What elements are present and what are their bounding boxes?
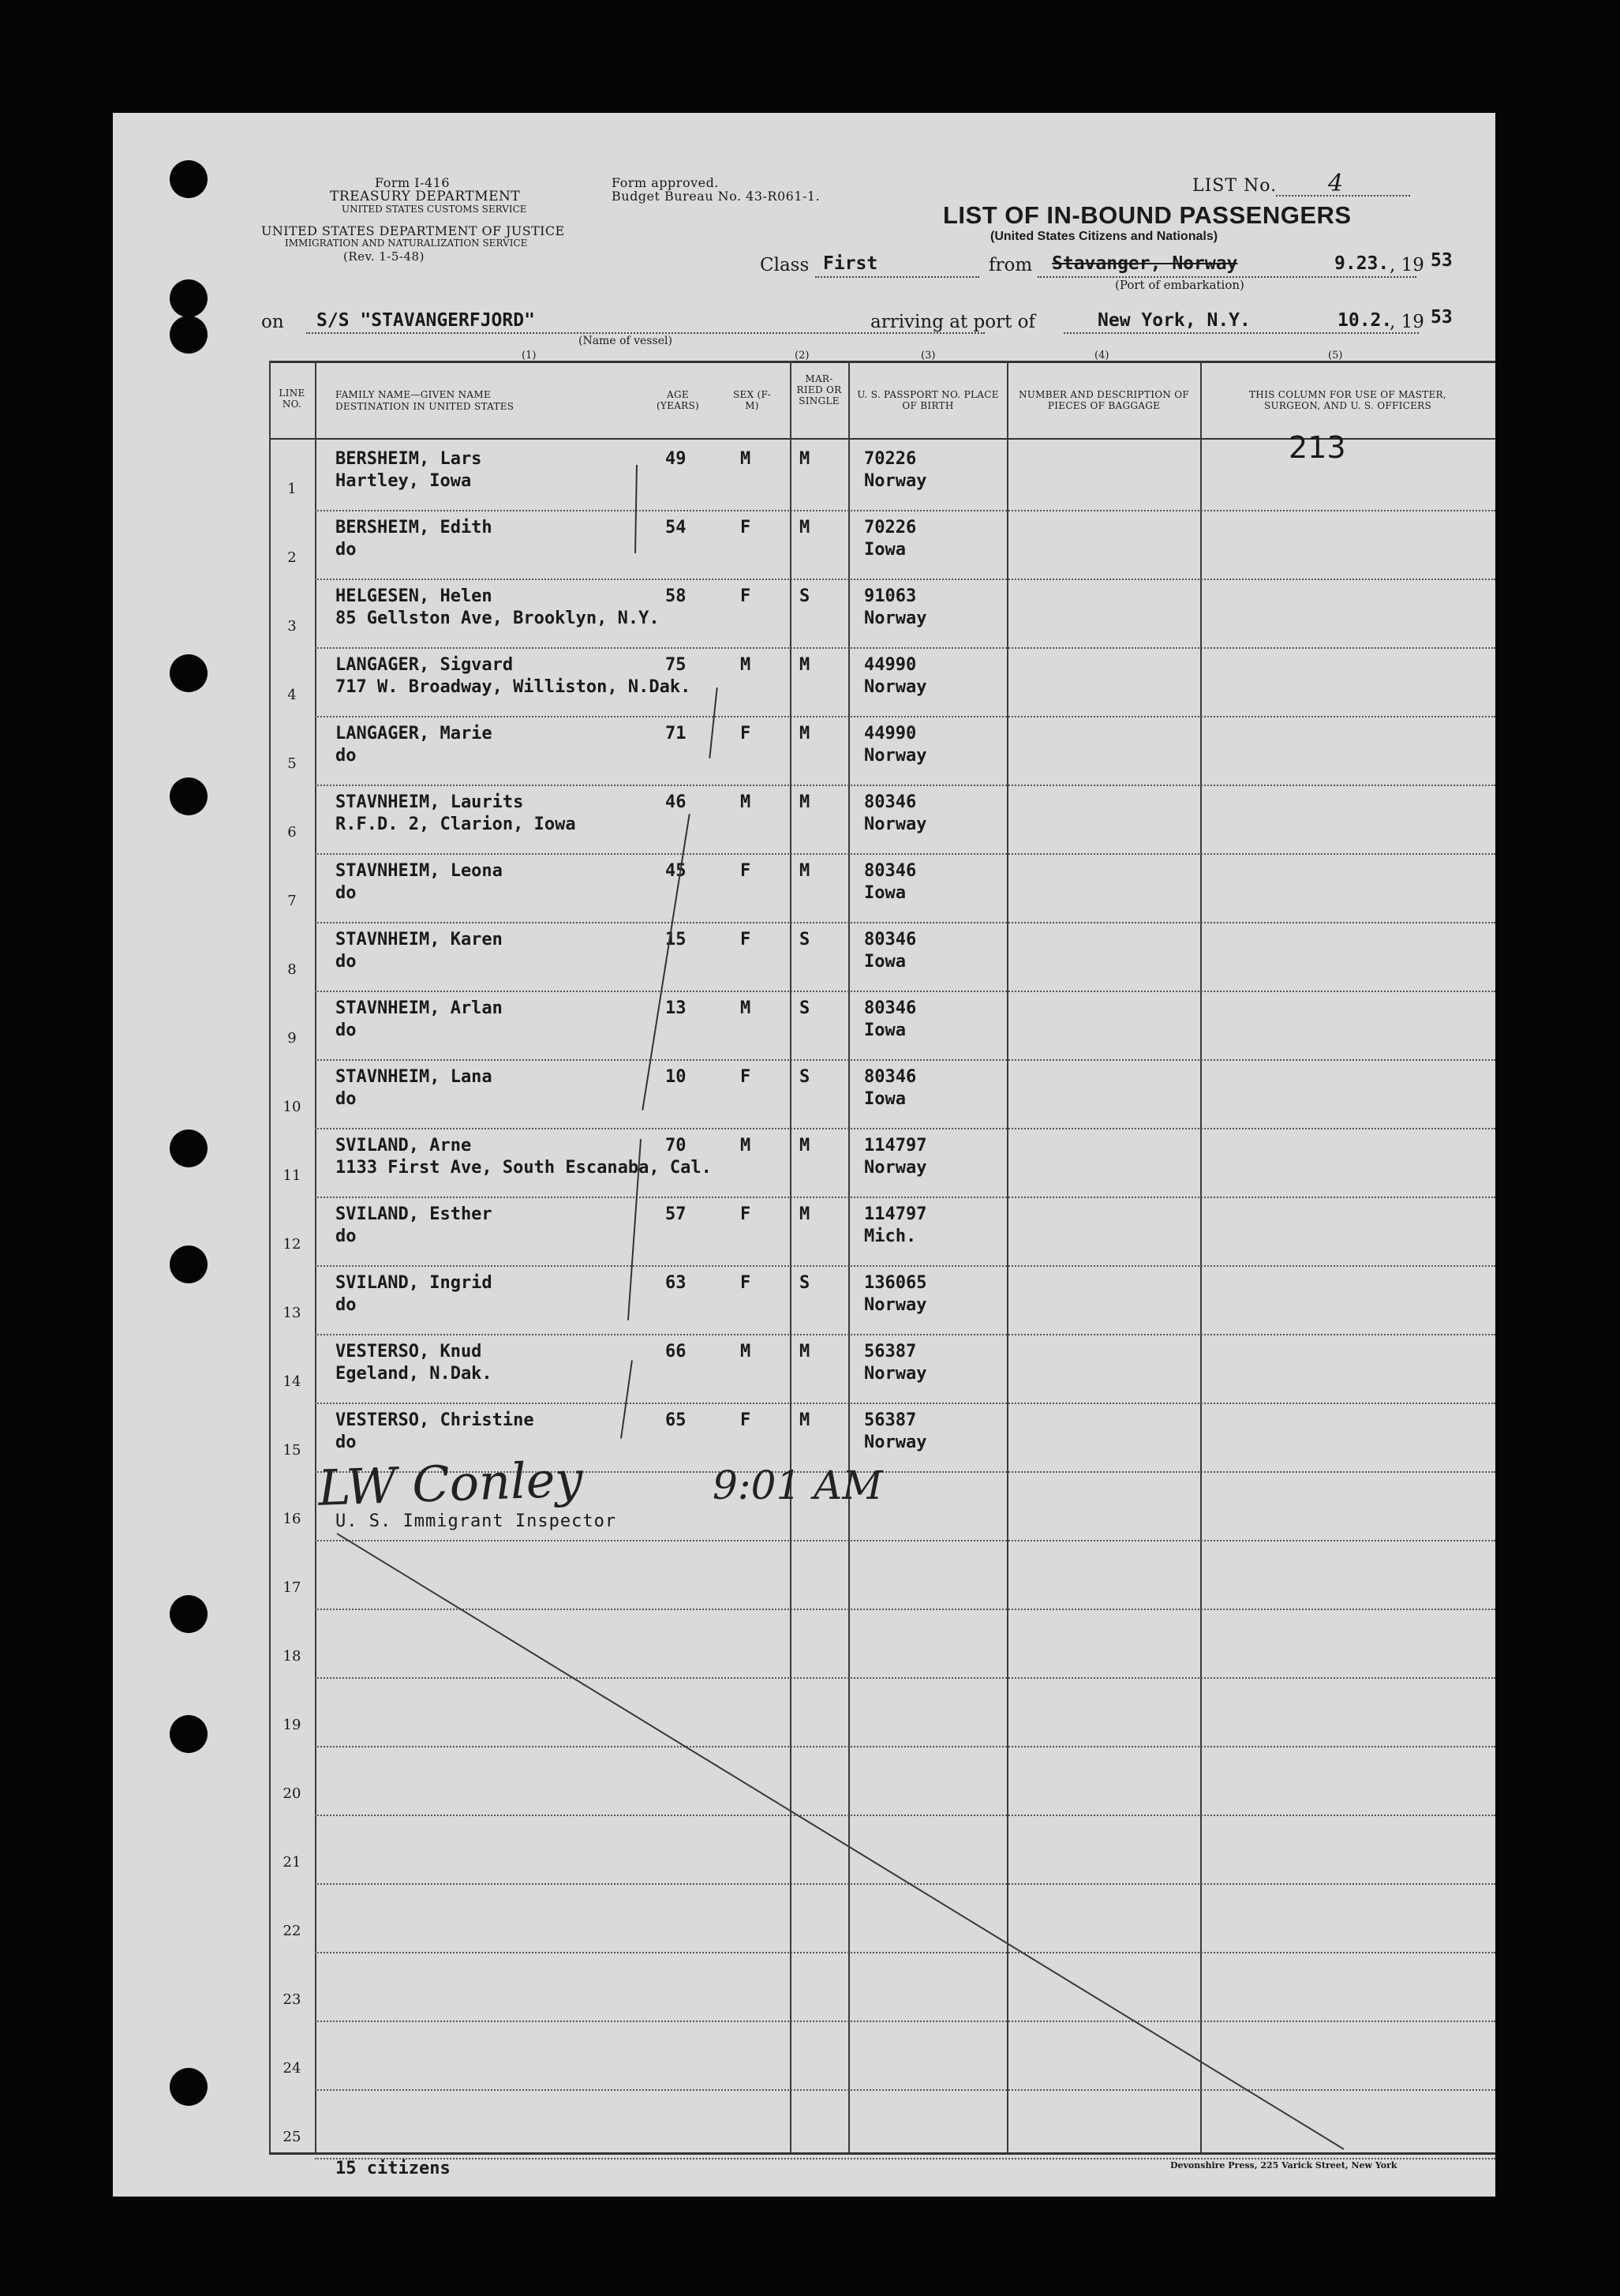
line-number: 10 xyxy=(282,1099,301,1115)
passenger-name: VESTERSO, Christine xyxy=(335,1410,534,1430)
place-of-birth: Norway xyxy=(864,1158,927,1178)
passenger-name: STAVNHEIM, Laurits xyxy=(335,792,524,812)
year-prefix: , 19 xyxy=(1390,255,1424,275)
passport-number: 91063 xyxy=(864,586,917,606)
inspector-signature: LW Conley xyxy=(316,1450,584,1517)
officer-mark: 213 xyxy=(1289,430,1346,465)
embark-date: 9.23. xyxy=(1334,253,1390,274)
line-number: 24 xyxy=(282,2060,301,2077)
printer-credit: Devonshire Press, 225 Varick Street, New York xyxy=(1170,2160,1397,2171)
line-number: 6 xyxy=(287,824,297,841)
on-label: on xyxy=(261,312,284,332)
place-of-birth: Norway xyxy=(864,1295,927,1315)
class-value: First xyxy=(823,253,878,274)
passenger-destination: Egeland, N.Dak. xyxy=(335,1364,492,1384)
passenger-age: 49 xyxy=(665,449,687,469)
passenger-age: 13 xyxy=(665,998,687,1018)
header-baggage: NUMBER AND DESCRIPTION OF PIECES OF BAGGAGE xyxy=(1018,389,1190,411)
header-married: MAR-RIED OR SINGLE xyxy=(796,373,842,406)
arrival-date: 10.2. xyxy=(1338,310,1393,331)
passenger-age: 15 xyxy=(665,930,687,949)
line-number: 19 xyxy=(282,1717,301,1733)
passenger-marital: M xyxy=(799,449,810,469)
from-value: Stavanger, Norway xyxy=(1052,253,1238,274)
place-of-birth: Mich. xyxy=(864,1227,917,1246)
passenger-name: SVILAND, Arne xyxy=(335,1136,472,1155)
passenger-marital: M xyxy=(799,1136,810,1155)
passport-number: 44990 xyxy=(864,655,917,675)
passenger-sex: F xyxy=(740,586,751,606)
passport-number: 80346 xyxy=(864,930,917,949)
line-number: 17 xyxy=(282,1579,301,1596)
place-of-birth: Iowa xyxy=(864,952,906,972)
place-of-birth: Iowa xyxy=(864,1021,906,1040)
footer-count: 15 citizens xyxy=(335,2159,451,2178)
column-number: (5) xyxy=(1328,350,1343,361)
line-number: 9 xyxy=(287,1030,297,1047)
header-destination: DESTINATION IN UNITED STATES xyxy=(335,401,514,412)
passenger-age: 10 xyxy=(665,1067,687,1087)
revision: (Rev. 1-5-48) xyxy=(343,249,425,264)
passport-number: 56387 xyxy=(864,1342,917,1361)
line-number: 4 xyxy=(287,687,297,703)
arrival-port: New York, N.Y. xyxy=(1098,310,1251,331)
line-number: 12 xyxy=(282,1236,301,1253)
line-number: 14 xyxy=(282,1373,301,1390)
ins-service: IMMIGRATION AND NATURALIZATION SERVICE xyxy=(285,238,528,249)
strike-line xyxy=(113,113,1495,2197)
passenger-marital: M xyxy=(799,655,810,675)
passenger-destination: do xyxy=(335,1433,357,1452)
passport-number: 80346 xyxy=(864,1067,917,1087)
passenger-name: VESTERSO, Knud xyxy=(335,1342,482,1361)
passenger-marital: M xyxy=(799,1410,810,1430)
document-page xyxy=(113,113,1495,2197)
place-of-birth: Norway xyxy=(864,815,927,834)
passenger-sex: M xyxy=(740,792,751,812)
passenger-destination: do xyxy=(335,1089,357,1109)
customs-service: UNITED STATES CUSTOMS SERVICE xyxy=(342,204,527,215)
line-number: 11 xyxy=(282,1167,301,1184)
passenger-name: STAVNHEIM, Karen xyxy=(335,930,503,949)
place-of-birth: Iowa xyxy=(864,1089,906,1109)
passenger-destination: 717 W. Broadway, Williston, N.Dak. xyxy=(335,677,691,697)
vessel-name: S/S "STAVANGERFJORD" xyxy=(316,310,535,331)
passport-number: 80346 xyxy=(864,861,917,881)
form-number: Form I-416 xyxy=(375,175,451,190)
page-title: LIST OF IN-BOUND PASSENGERS xyxy=(943,201,1352,229)
passport-number: 80346 xyxy=(864,792,917,812)
line-number: 8 xyxy=(287,961,297,978)
passenger-name: STAVNHEIM, Lana xyxy=(335,1067,492,1087)
time-stamp: 9:01 AM xyxy=(713,1463,883,1508)
passenger-age: 63 xyxy=(665,1273,687,1293)
column-number: (1) xyxy=(522,350,537,361)
passport-number: 80346 xyxy=(864,998,917,1018)
line-number: 3 xyxy=(287,618,297,635)
passenger-sex: F xyxy=(740,518,751,537)
passenger-marital: M xyxy=(799,724,810,743)
passenger-marital: S xyxy=(799,1067,810,1087)
place-of-birth: Norway xyxy=(864,677,927,697)
place-of-birth: Iowa xyxy=(864,883,906,903)
budget-bureau: Budget Bureau No. 43-R061-1. xyxy=(612,189,821,204)
passenger-sex: M xyxy=(740,449,751,469)
embark-year: 53 xyxy=(1431,250,1453,271)
inspector-title: U. S. Immigrant Inspector xyxy=(335,1511,617,1531)
place-of-birth: Norway xyxy=(864,746,927,766)
passenger-sex: M xyxy=(740,655,751,675)
arrival-year: 53 xyxy=(1431,307,1453,328)
passenger-destination: R.F.D. 2, Clarion, Iowa xyxy=(335,815,576,834)
column-number: (2) xyxy=(795,350,810,361)
passenger-marital: M xyxy=(799,1204,810,1224)
passenger-age: 57 xyxy=(665,1204,687,1224)
passport-number: 44990 xyxy=(864,724,917,743)
passenger-destination: do xyxy=(335,1021,357,1040)
passenger-age: 45 xyxy=(665,861,687,881)
line-number: 20 xyxy=(282,1785,301,1802)
treasury-dept: TREASURY DEPARTMENT xyxy=(330,189,521,204)
from-label: from xyxy=(989,255,1033,275)
passenger-sex: M xyxy=(740,1342,751,1361)
passport-number: 70226 xyxy=(864,449,917,469)
passenger-marital: S xyxy=(799,998,810,1018)
passenger-sex: F xyxy=(740,930,751,949)
passenger-name: LANGAGER, Marie xyxy=(335,724,492,743)
passenger-destination: do xyxy=(335,746,357,766)
header-passport: U. S. PASSPORT NO. PLACE OF BIRTH xyxy=(857,389,999,411)
header-line-no: LINE NO. xyxy=(279,388,305,410)
passenger-sex: M xyxy=(740,1136,751,1155)
header-age: AGE (YEARS) xyxy=(656,389,700,411)
passenger-age: 65 xyxy=(665,1410,687,1430)
place-of-birth: Norway xyxy=(864,471,927,491)
header-sex: SEX (F-M) xyxy=(733,389,771,411)
line-number: 1 xyxy=(287,481,297,497)
passenger-marital: S xyxy=(799,1273,810,1293)
passenger-marital: S xyxy=(799,586,810,606)
arriving-label: arriving at port of xyxy=(870,312,1035,332)
passenger-age: 46 xyxy=(665,792,687,812)
passenger-name: SVILAND, Esther xyxy=(335,1204,492,1224)
line-number: 21 xyxy=(282,1854,301,1871)
passenger-sex: F xyxy=(740,1273,751,1293)
line-number: 16 xyxy=(282,1511,301,1527)
line-number: 15 xyxy=(282,1442,301,1459)
line-number: 22 xyxy=(282,1923,301,1939)
passenger-marital: M xyxy=(799,518,810,537)
passenger-destination: do xyxy=(335,540,357,560)
line-number: 2 xyxy=(287,549,297,566)
line-number: 7 xyxy=(287,893,297,909)
port-embark-note: (Port of embarkation) xyxy=(1115,278,1244,292)
passenger-name: SVILAND, Ingrid xyxy=(335,1273,492,1293)
passenger-name: LANGAGER, Sigvard xyxy=(335,655,514,675)
column-number: (4) xyxy=(1094,350,1109,361)
passenger-sex: F xyxy=(740,1410,751,1430)
class-label: Class xyxy=(760,255,810,275)
passport-number: 56387 xyxy=(864,1410,917,1430)
passenger-name: STAVNHEIM, Leona xyxy=(335,861,503,881)
line-number: 5 xyxy=(287,755,297,772)
line-number: 13 xyxy=(282,1305,301,1321)
passenger-destination: 85 Gellston Ave, Brooklyn, N.Y. xyxy=(335,609,660,628)
passport-number: 70226 xyxy=(864,518,917,537)
list-label: LIST No. xyxy=(1192,176,1278,196)
form-approved: Form approved. xyxy=(612,175,719,190)
passenger-sex: F xyxy=(740,724,751,743)
passenger-marital: M xyxy=(799,792,810,812)
passenger-age: 70 xyxy=(665,1136,687,1155)
passenger-age: 75 xyxy=(665,655,687,675)
passenger-name: BERSHEIM, Lars xyxy=(335,449,482,469)
header-officers: THIS COLUMN FOR USE OF MASTER, SURGEON, AND U. S. OFFICERS xyxy=(1249,389,1446,411)
passport-number: 136065 xyxy=(864,1273,927,1293)
passport-number: 114797 xyxy=(864,1136,927,1155)
column-number: (3) xyxy=(921,350,936,361)
passenger-destination: 1133 First Ave, South Escanaba, Cal. xyxy=(335,1158,712,1178)
passenger-marital: M xyxy=(799,861,810,881)
year-prefix: , 19 xyxy=(1390,312,1424,332)
place-of-birth: Norway xyxy=(864,609,927,628)
passport-number: 114797 xyxy=(864,1204,927,1224)
line-number: 23 xyxy=(282,1991,301,2008)
justice-dept: UNITED STATES DEPARTMENT OF JUSTICE xyxy=(261,223,565,238)
passenger-marital: S xyxy=(799,930,810,949)
passenger-sex: M xyxy=(740,998,751,1018)
passenger-destination: do xyxy=(335,952,357,972)
vessel-note: (Name of vessel) xyxy=(578,335,672,347)
header-name: FAMILY NAME—GIVEN NAME xyxy=(335,389,492,400)
passenger-name: STAVNHEIM, Arlan xyxy=(335,998,503,1018)
place-of-birth: Iowa xyxy=(864,540,906,560)
line-number: 18 xyxy=(282,1648,301,1665)
passenger-destination: Hartley, Iowa xyxy=(335,471,472,491)
passenger-age: 58 xyxy=(665,586,687,606)
place-of-birth: Norway xyxy=(864,1433,927,1452)
passenger-name: HELGESEN, Helen xyxy=(335,586,492,606)
passenger-destination: do xyxy=(335,1295,357,1315)
passenger-sex: F xyxy=(740,861,751,881)
page-subtitle: (United States Citizens and Nationals) xyxy=(990,230,1218,243)
place-of-birth: Norway xyxy=(864,1364,927,1384)
passenger-age: 54 xyxy=(665,518,687,537)
line-number: 25 xyxy=(282,2129,301,2145)
passenger-age: 71 xyxy=(665,724,687,743)
list-number: 4 xyxy=(1328,170,1344,197)
passenger-name: BERSHEIM, Edith xyxy=(335,518,492,537)
passenger-marital: M xyxy=(799,1342,810,1361)
passenger-sex: F xyxy=(740,1067,751,1087)
passenger-destination: do xyxy=(335,1227,357,1246)
passenger-destination: do xyxy=(335,883,357,903)
passenger-sex: F xyxy=(740,1204,751,1224)
passenger-age: 66 xyxy=(665,1342,687,1361)
